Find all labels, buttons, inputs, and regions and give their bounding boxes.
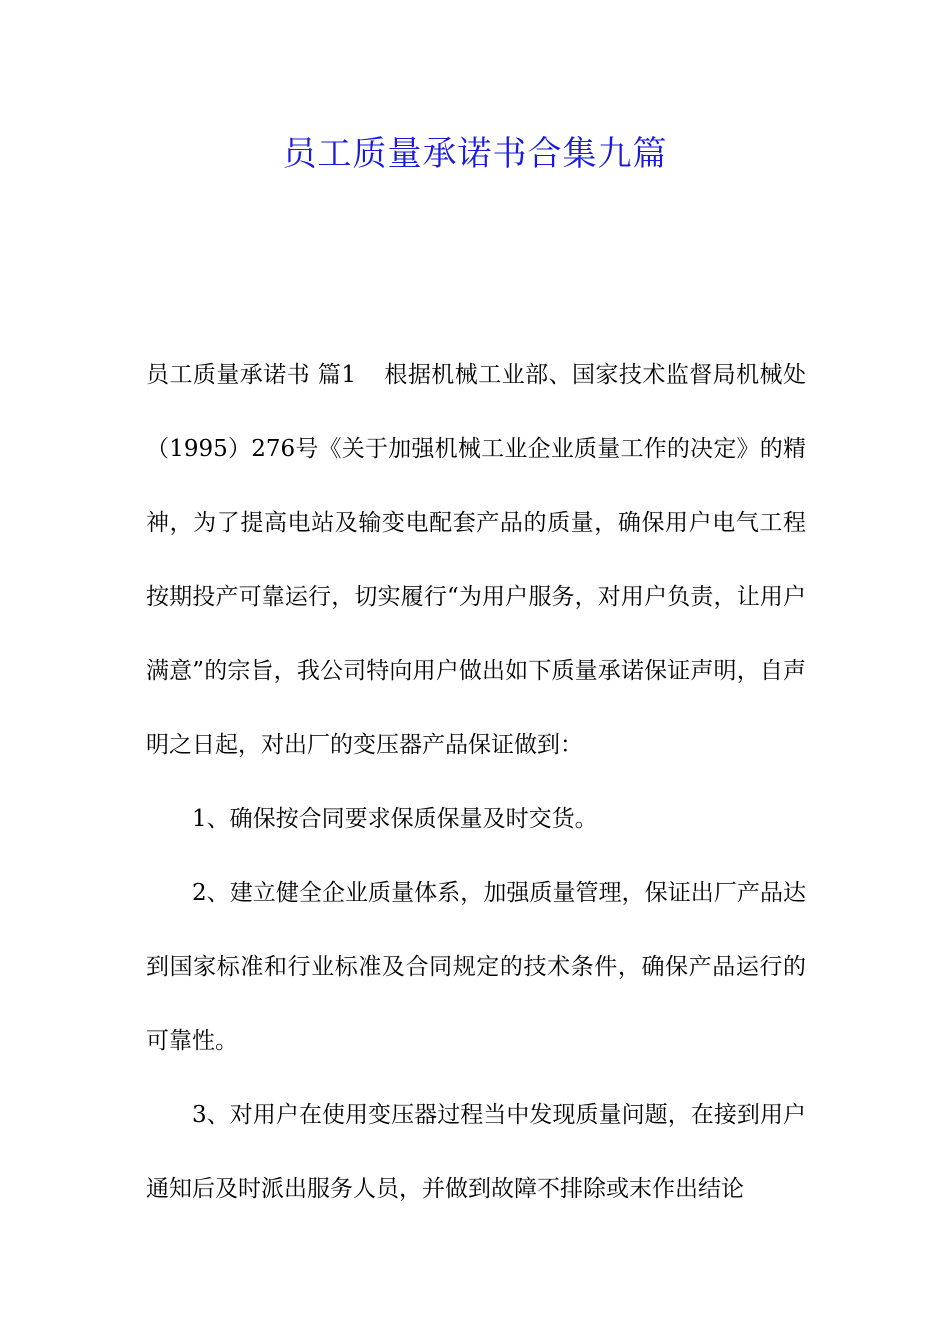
document-title: 员工质量承诺书合集九篇 — [282, 134, 668, 174]
commitment-item: 2、建立健全企业质量体系，加强质量管理，保证出厂产品达到国家标准和行业标准及合同规定的技术条件，确保产品运行的可靠性。 — [146, 880, 806, 1054]
commitment-item: 1、确保按合同要求保质保量及时交货。 — [192, 806, 598, 832]
intro-paragraph — [146, 338, 806, 782]
intro-text: 根据机械工业部、国家技术监督局机械处（1995）276号《关于加强机械工业企业质量工作的决定》的精神，为了提高电站及输变电配套产品的质量，确保用户电气工程按期投产可靠运行，切实履行“为用户服务，对用户负责，让用户满意”的宗旨，我公司特向用户做出如下质量承诺保证声明，自声明之日起，对出厂的变压器产品保证做到： — [146, 362, 807, 758]
section-heading: 员工质量承诺书 篇1 — [146, 362, 356, 388]
document-body — [146, 338, 806, 1226]
commitment-item: 3、对用户在使用变压器过程当中发现质量问题，在接到用户通知后及时派出服务人员，并做到故障不排除或末作出结论 — [146, 1102, 806, 1202]
